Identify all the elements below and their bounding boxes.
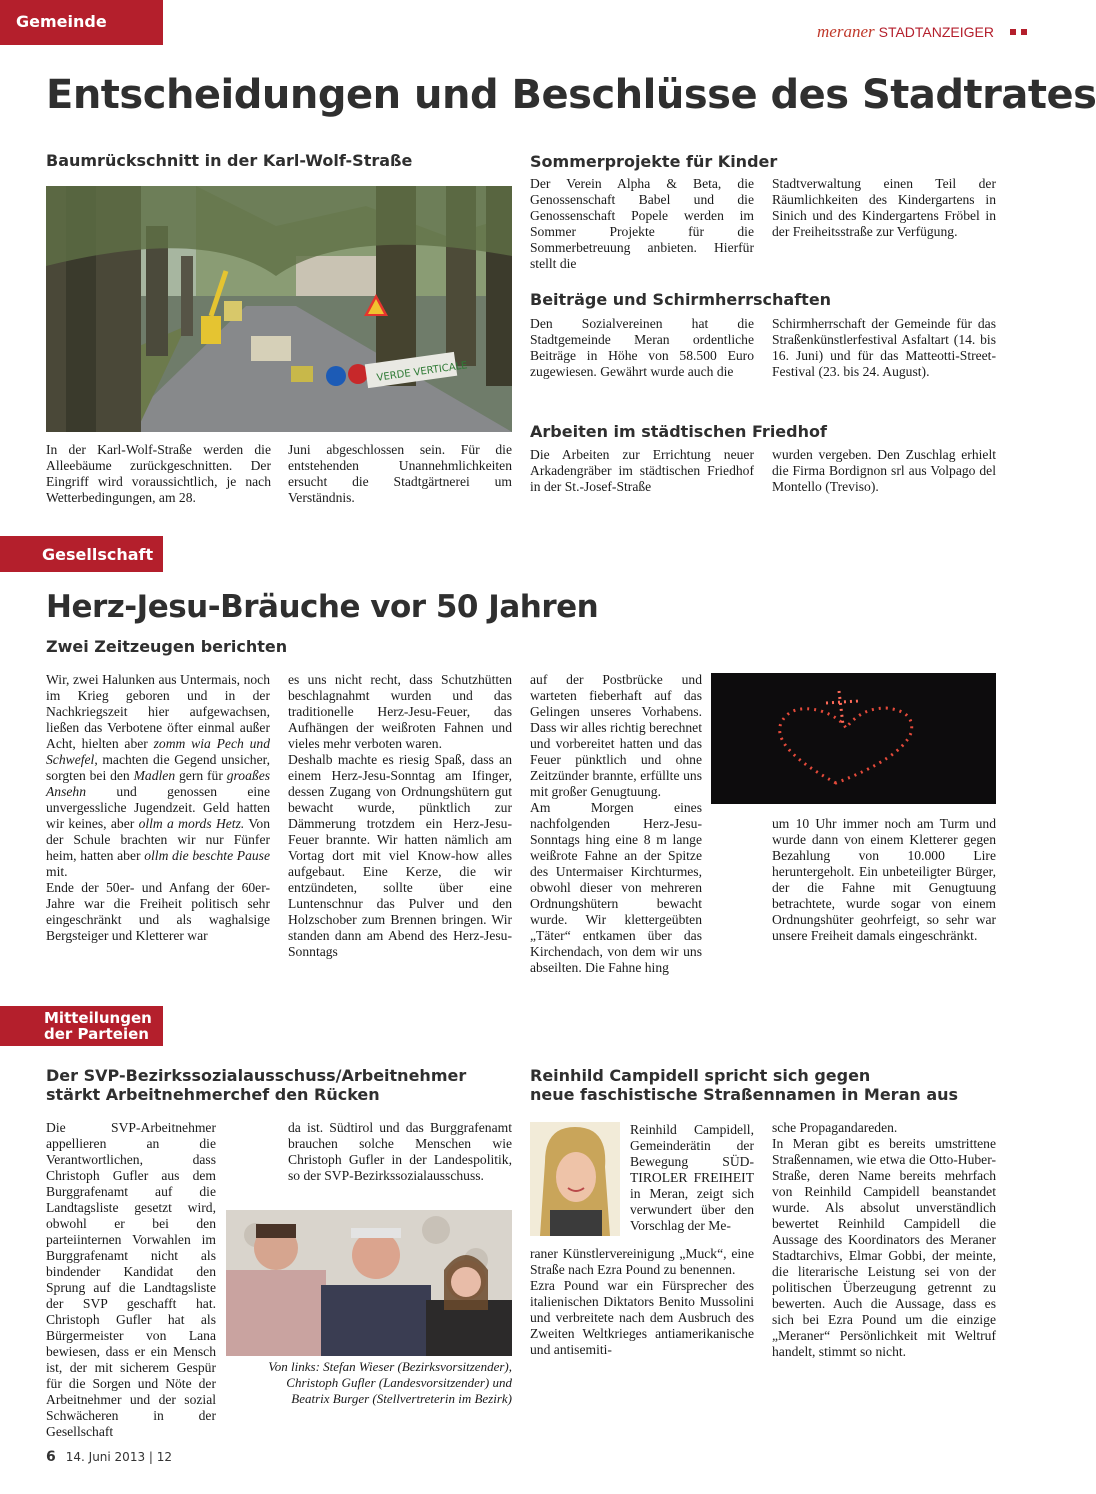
photo-herz-jesu-feuer [711,673,996,804]
section-label-line2: der Parteien [44,1025,149,1043]
masthead-brand-script: meraner [817,22,875,41]
masthead-brand-caps: STADTANZEIGER [878,24,994,40]
section-tag-gesellschaft [0,536,163,572]
section-label-line1: Mitteilungen [44,1009,152,1027]
page-number: 6 [46,1449,56,1465]
text-baum-col1: In der Karl-Wolf-Straße werden die Alleebäume zurückgeschnitten. Der Eingriff wird voraussichtlich, je nach Wetterbedingungen, am 28. [46,442,271,505]
subhead-baumrueckschnitt: Baumrückschnitt in der Karl-Wolf-Straße [46,151,413,170]
masthead [817,22,1027,42]
masthead-squares-icon [1010,29,1027,35]
issue-info: 14. Juni 2013 | 12 [65,1450,173,1464]
text-svp-col2: da ist. Südtirol und das Burggrafenamt brauchen solche Menschen wie Christoph Gufler in der Landespolitik, so der SVP-Bezirkssozialausschuss. [288,1120,512,1183]
text-herzjesu-col1: Wir, zwei Halunken aus Untermais, noch im Krieg geboren und in der Nachkriegszeit hier aufgewachsen, ließen das Verbotene öfter einmal außer Acht, hielten aber zomm wia Pech und Schwefel, machten die Gegend unsicher, sorgten bei den Madlen gern für groaßes Ansehn und genossen eine unvergessliche Jugendzeit. Geld hatten wir keines, aber ollm a mords Hetz. Von der Schule brachten wir nur Fünfer heim, hatten aber ollm die beschte Pause mit. Ende der 50er- und Anfang der 60er-Jahre war die Freiheit politisch sehr eingeschränkt und als waghalsige Bergsteiger und Kletterer war [46,672,271,943]
text-baum-col2: Juni abgeschlossen sein. Für die entstehenden Unannehmlichkeiten ersucht die Stadtgärtnerei um Verständnis. [288,442,512,505]
text-beitraege-col1: Den Sozialvereinen hat die Stadtgemeinde Meran ordentliche Beiträge in Höhe von 58.500 Euro zugewiesen. Gewährt wurde auch die [530,316,754,379]
headline-herz-jesu: Herz-Jesu-Bräuche vor 50 Jahren [46,589,599,625]
text-svp-col1: Die SVP-Arbeitnehmer appellieren an die Verantwortlichen, dass Christoph Gufler aus dem Burggrafenamt auf die Landtagsliste gesetzt wird, obwohl er bei den parteiinternen Vorwahlen im Burggrafenamt nicht als bindender Kandidat den Sprung auf die Landtagsliste der SVP geschafft hat. Christoph Gufler hat als Bürgermeister von Lana bewiesen, dass er ein Mensch ist, der mit sicherem Gespür für die Sorgen und Nöte der Arbeitnehmer und der sozial Schwächeren in der Gesellschaft [46,1120,216,1439]
headline-svp: Der SVP-Bezirkssozialausschuss/Arbeitnehmer stärkt Arbeitnehmerchef den Rücken [46,1066,467,1104]
text-herzjesu-col3: auf der Postbrücke und warteten fieberhaft auf das Gelingen unseres Vorhabens. Dass wir alles richtig berechnet und vorbereitet hatten und das Feuer pünktlich und ohne Zeitzünder brannte, erfüllte uns mit großer Genugtuung. Am Morgen eines nachfolgenden Herz-Jesu-Sonntags hing eine 8 m lange weißrote Fahne an der Spitze des Untermaiser Kirchturmes, obwohl dieser von mehreren Ordnungshütern bewacht wurde. Wir klettergeübten „Täter“ entkamen über das Kirchendach, von dem wir uns abseilten. Die Fahne hing [530,672,702,975]
subhead-sommerprojekte: Sommerprojekte für Kinder [530,152,778,171]
text-campidell-col2: sche Propagandareden. In Meran gibt es bereits umstrittene Straßennamen, wie etwa die Otto-Huber-Straße, deren Name bereits mehrfach von Reinhild Campidell beanstandet wurde. Als absolut unverständlich bewertet Reinhild Campidell die Aussage des Koordinators des Meraner Stadtarchivs, Elmar Gobbi, der meinte, die literarische Leistung sei von der politischen Überzeugung getrennt zu bewerten. Auch die Aussage, dass es sich bei Ezra Pound um die einzige „Meraner“ Persönlichkeit mit Weltruf handelt, stimmt so nicht. [772,1120,996,1359]
text-herzjesu-col2: es uns nicht recht, dass Schutzhütten beschlagnahmt wurden und das traditionelle Herz-Jesu-Feuer, das Aufhängen der weißroten Fahnen und vieles mehr verboten waren. Deshalb machte es riesig Spaß, dass an einem Herz-Jesu-Sonntag am Ifinger, dessen Zugang von Ordnungshütern gut bewacht wurde, pünktlich zur Dämmerung trotzdem ein Herz-Jesu-Feuer brannte. Wir hatten nämlich am Vortag dort mit viel Know-how alles aufgebaut. Eine Kerze, die wir entzündeten, sollte über eine Luntenschnur das Pulver und den Holzschober zum Brennen bringen. Wir standen dann am Abend des Herz-Jesu-Sonntags [288,672,512,959]
text-campidell-col1-bottom: raner Künstlervereinigung „Muck“, eine Straße nach Ezra Pound zu benennen. Ezra Pound war ein Fürsprecher des italienischen Diktators Benito Mussolini und verbreitete nach dem Ausbruch des Zweiten Weltkrieges antiamerikanische und antisemiti- [530,1246,754,1357]
text-herzjesu-col4: um 10 Uhr immer noch am Turm und wurde dann von einem Kletterer gegen Bezahlung von 10.000 Lire heruntergeholt. Ein unbeteiligter Bürger, der die Fahne mit Genugtuung betrachtete, wurde sogar von einem Ordnungshüter geohrfeigt, so sehr war unsere Freiheit damals eingeschränkt. [772,816,996,943]
text-sommer-col2: Stadtverwaltung einen Teil der Räumlichkeiten des Kindergartens in Sinich und des Kindergartens Fröbel in der Freiheitsstraße zur Verfügung. [772,176,996,239]
section-label: Gemeinde [16,12,107,31]
text-campidell-col1-top: Reinhild Campidell, Gemeinderätin der Bewegung SÜD-TIROLER FREIHEIT in Meran, zeigt sich verwundert über den Vorschlag der Me- [630,1122,754,1233]
photo-svp-group [226,1210,512,1356]
text-friedhof-col1: Die Arbeiten zur Errichtung neuer Arkadengräber im städtischen Friedhof in der St.-Josef-Straße [530,447,754,494]
text-beitraege-col2: Schirmherrschaft der Gemeinde für das Straßenkünstlerfestival Asfaltart (14. bis 16. Juni) und für das Matteotti-Street-Festival (23. bis 24. August). [772,316,996,379]
section-tag-parteien [0,1006,163,1046]
text-friedhof-col2: wurden vergeben. Den Zuschlag erhielt die Firma Bordignon srl aus Volpago del Montello (Treviso). [772,447,996,494]
subhead-beitraege: Beiträge und Schirmherrschaften [530,290,832,309]
page-footer [46,1449,172,1465]
text-sommer-col1: Der Verein Alpha & Beta, die Genossenschaft Babel und die Genossenschaft Popele werden im Sommer Projekte für die Sommerbetreuung anbieten. Hierfür stellt die [530,176,754,271]
caption-svp: Von links: Stefan Wieser (Bezirksvorsitzender), Christoph Gufler (Landesvorsitzender) und Beatrix Burger (Stellvertreterin im Bezirk) [268,1359,512,1406]
subhead-friedhof: Arbeiten im städtischen Friedhof [530,422,827,441]
section-label: Gesellschaft [42,544,154,564]
photo-reinhild-campidell [530,1122,620,1236]
headline-campidell: Reinhild Campidell spricht sich gegen neue faschistische Straßennamen in Meran aus [530,1066,959,1104]
photo-sign-text: VERDE VERTICALE [376,360,469,384]
section-tag-gemeinde [0,0,163,45]
headline-stadtrat: Entscheidungen und Beschlüsse des Stadtrates [46,72,1096,118]
subhead-zeitzeugen: Zwei Zeitzeugen berichten [46,637,288,656]
photo-karl-wolf-strasse [46,186,512,432]
